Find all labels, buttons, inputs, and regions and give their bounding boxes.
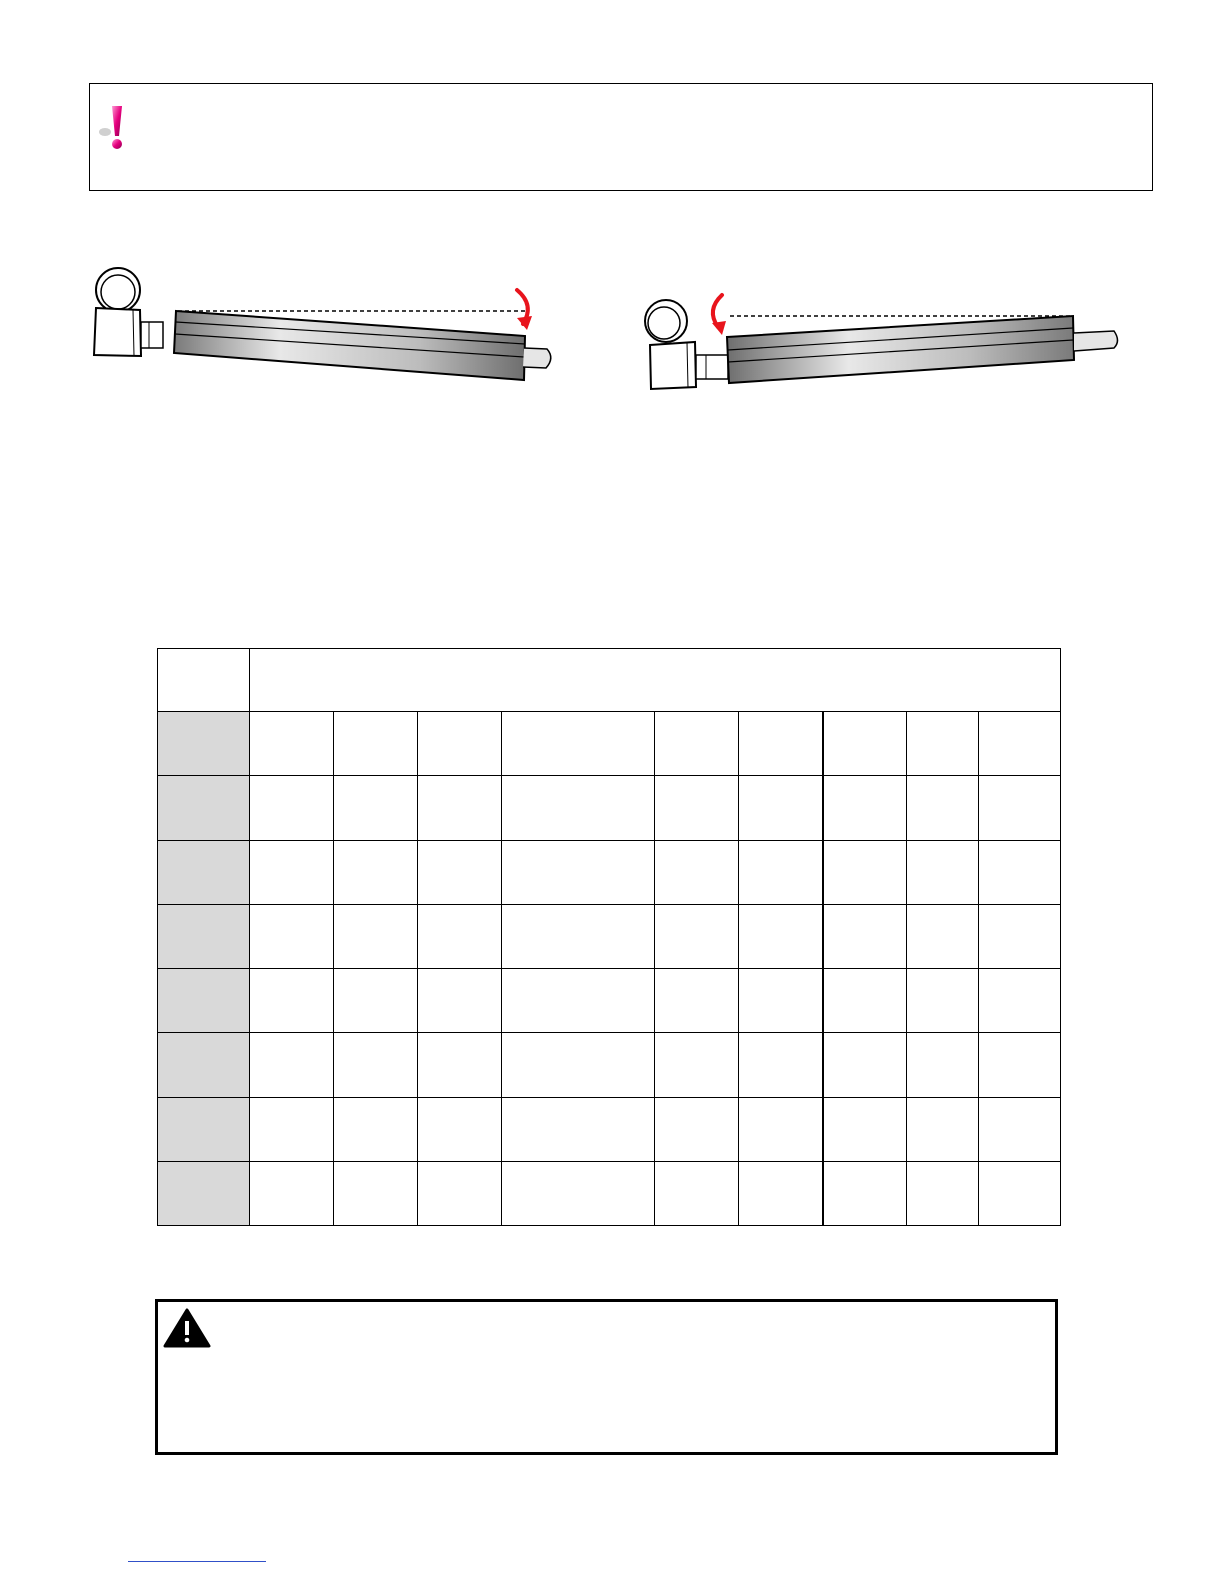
table-cell [655, 969, 739, 1033]
warning-triangle-icon [163, 1307, 211, 1349]
table-cell [250, 904, 334, 968]
table-row [158, 840, 1061, 904]
table-cell [250, 776, 334, 840]
actuator-figure-left [85, 260, 575, 400]
table-row [158, 969, 1061, 1033]
table-cell [979, 840, 1061, 904]
table-cell [655, 904, 739, 968]
table-cell [739, 969, 823, 1033]
table-cell [739, 840, 823, 904]
table-cell [418, 712, 502, 776]
table-cell [907, 1033, 979, 1097]
table-row [158, 1161, 1061, 1225]
outer-tube [727, 316, 1074, 383]
table-cell [979, 776, 1061, 840]
table-row [158, 712, 1061, 776]
piston-rod [523, 348, 551, 368]
table-cell [334, 840, 418, 904]
table-cell [502, 969, 655, 1033]
table-title-cell [250, 649, 1061, 712]
table-cell [334, 776, 418, 840]
table-cell [250, 840, 334, 904]
table-cell [250, 1161, 334, 1225]
table-cell [907, 904, 979, 968]
table-cell [502, 1033, 655, 1097]
table-cell [250, 712, 334, 776]
table-cell [979, 1097, 1061, 1161]
table-cell [334, 1097, 418, 1161]
table-cell [655, 1097, 739, 1161]
row-label-cell [158, 840, 250, 904]
table-cell [418, 1033, 502, 1097]
table-cell [823, 1097, 907, 1161]
table-cell [502, 776, 655, 840]
table-cell [655, 776, 739, 840]
table-cell [907, 969, 979, 1033]
table-cell [250, 969, 334, 1033]
table-cell [502, 712, 655, 776]
table-cell [823, 969, 907, 1033]
table-cell [418, 969, 502, 1033]
table-cell [418, 1161, 502, 1225]
table-cell [418, 840, 502, 904]
table-row [158, 904, 1061, 968]
footer-link[interactable] [128, 1547, 266, 1562]
row-label-cell [158, 904, 250, 968]
table-cell [418, 776, 502, 840]
table-cell [418, 1097, 502, 1161]
table-cell [979, 969, 1061, 1033]
table-cell [823, 1033, 907, 1097]
warning-box [155, 1299, 1058, 1455]
row-label-cell [158, 712, 250, 776]
table-cell [334, 969, 418, 1033]
table-cell [739, 776, 823, 840]
table-cell [334, 1033, 418, 1097]
table-cell [979, 1161, 1061, 1225]
piston-rod [1074, 331, 1118, 351]
table-cell [907, 1097, 979, 1161]
table-cell [739, 1033, 823, 1097]
table-cell [979, 1033, 1061, 1097]
table-cell [823, 712, 907, 776]
table-cell [979, 712, 1061, 776]
table-header-row [158, 649, 1061, 712]
motor-housing [645, 300, 728, 389]
row-label-cell [158, 1097, 250, 1161]
table-cell [334, 1161, 418, 1225]
table-cell [655, 712, 739, 776]
table-cell [823, 904, 907, 968]
table-cell [502, 904, 655, 968]
note-box [89, 83, 1153, 191]
table-cell [823, 1161, 907, 1225]
table-cell [739, 1097, 823, 1161]
table-cell [334, 904, 418, 968]
table-row [158, 1033, 1061, 1097]
table-cell [334, 712, 418, 776]
table-cell [250, 1097, 334, 1161]
table-row [158, 1097, 1061, 1161]
table-cell [502, 1161, 655, 1225]
table-cell [502, 840, 655, 904]
table-cell [907, 1161, 979, 1225]
row-label-cell [158, 1161, 250, 1225]
table-cell [979, 904, 1061, 968]
row-label-cell [158, 1033, 250, 1097]
table-cell [907, 776, 979, 840]
table-cell [739, 904, 823, 968]
actuator-figure-right [640, 285, 1130, 395]
table-cell [907, 712, 979, 776]
table-row [158, 776, 1061, 840]
table-corner-cell [158, 649, 250, 712]
table-cell [739, 1161, 823, 1225]
table-cell [823, 776, 907, 840]
table-cell [655, 1161, 739, 1225]
table-cell [655, 840, 739, 904]
row-label-cell [158, 776, 250, 840]
motor-housing [94, 268, 163, 356]
spec-table [157, 648, 1061, 1226]
table-cell [418, 904, 502, 968]
table-cell [907, 840, 979, 904]
table-cell [739, 712, 823, 776]
exclamation-icon [95, 102, 135, 154]
table-cell [823, 840, 907, 904]
table-cell [502, 1097, 655, 1161]
row-label-cell [158, 969, 250, 1033]
table-cell [250, 1033, 334, 1097]
table-cell [655, 1033, 739, 1097]
